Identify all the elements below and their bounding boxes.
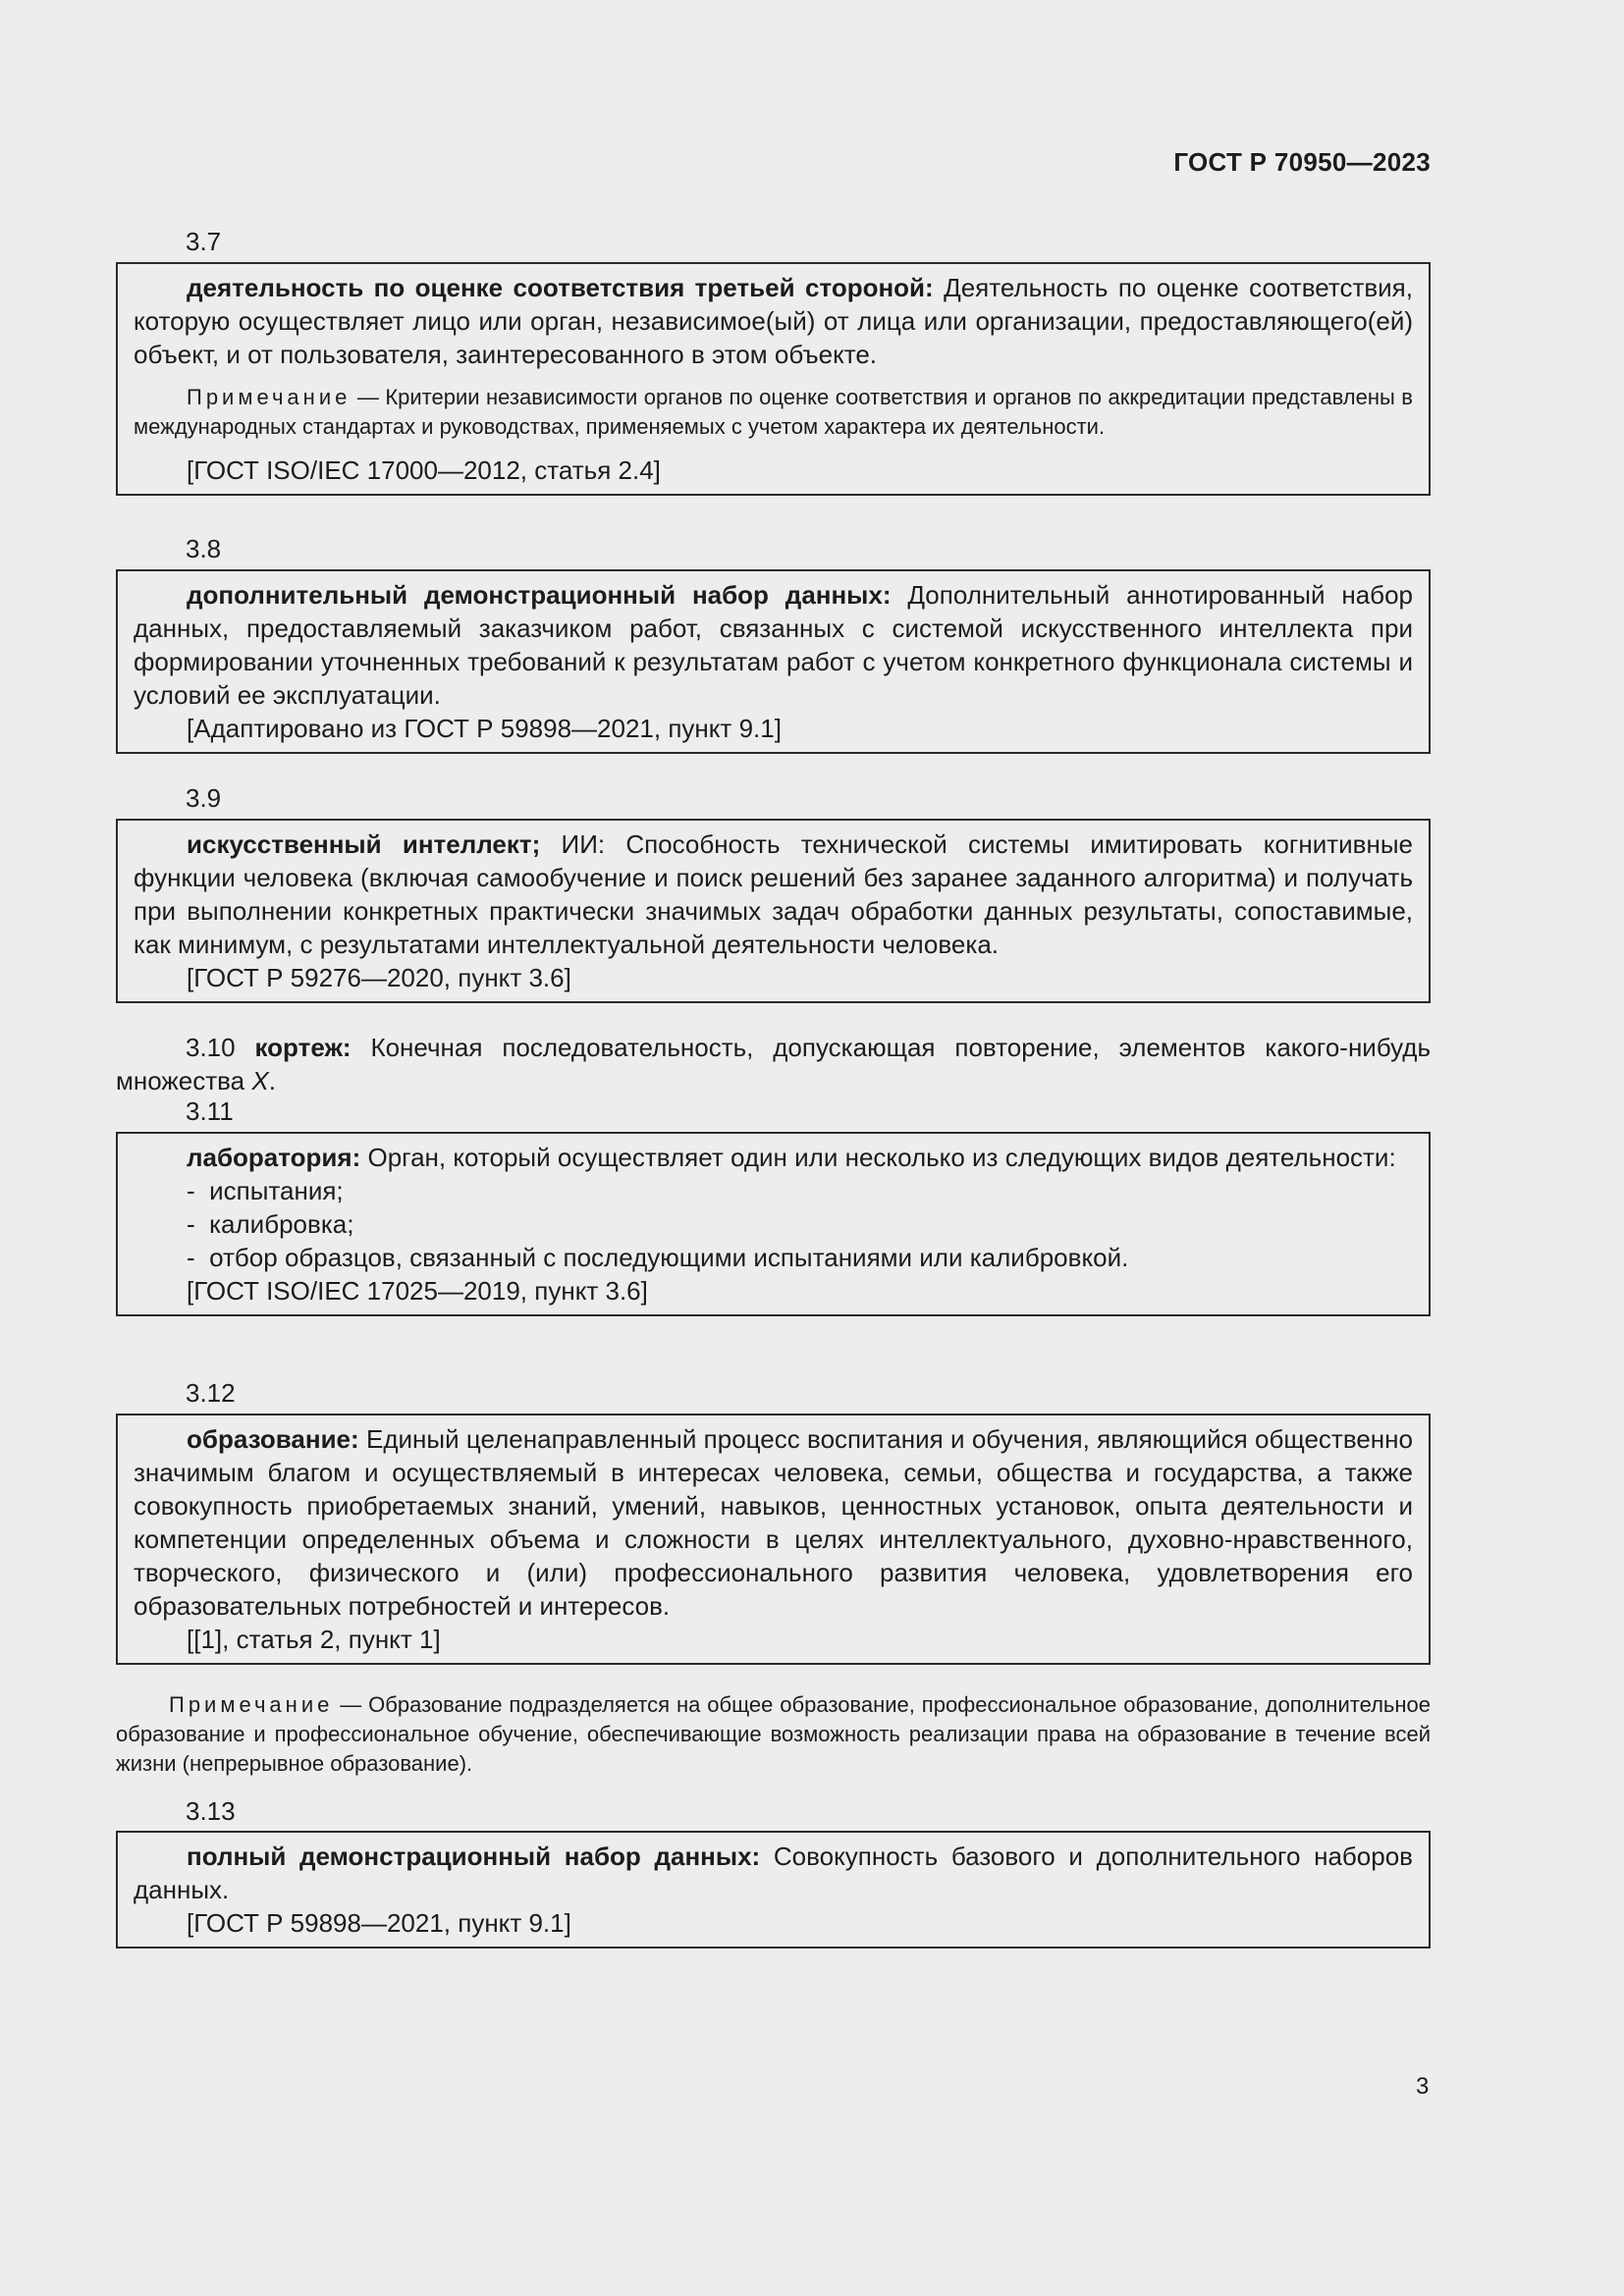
term-number-3-7: 3.7 (186, 227, 222, 256)
term-note-3-12 (116, 1690, 1431, 1779)
variable-x: X (251, 1066, 269, 1095)
list-item: - отбор образцов, связанный с последующими испытаниями или калибровкой. (187, 1243, 1129, 1272)
term-source: [ГОСТ Р 59898—2021, пункт 9.1] (187, 1908, 571, 1938)
term-name: кортеж: (254, 1033, 352, 1062)
term-number-3-9: 3.9 (186, 783, 222, 813)
term-box-3-13 (116, 1831, 1431, 1949)
term-source: [ГОСТ ISO/IEC 17025—2019, пункт 3.6] (187, 1276, 648, 1306)
term-source: [ГОСТ Р 59276—2020, пункт 3.6] (187, 963, 571, 992)
definition-text: Деятельность по оценке соответствия, которую осуществляет лицо или орган, независимое(ый) от лица или организации, предоставляющего(ей) объект, и от пользователя, заинтересованного в этом объекте. (134, 273, 1413, 369)
list-item: - испытания; (187, 1176, 344, 1205)
term-source: [Адаптировано из ГОСТ Р 59898—2021, пункт 9.1] (187, 714, 782, 743)
term-name: образование: (187, 1424, 359, 1454)
term-number-3-8: 3.8 (186, 534, 222, 563)
term-box-3-8 (116, 569, 1431, 754)
definition-text: Совокупность базового и дополнительного наборов данных. (134, 1842, 1413, 1904)
definition-text: Дополнительный аннотированный набор данных, предоставляемый заказчиком работ, связанных с системой искусственного интеллекта при формировании уточненных требований к результатам работ с учетом конкретного функционала системы и условий ее эксплуатации. (134, 580, 1413, 710)
definition-text: Конечная последовательность, допускающая повторение, элементов какого-нибудь множества (116, 1033, 1432, 1095)
term-number-3-12: 3.12 (186, 1378, 236, 1408)
note-text: — Критерии независимости органов по оценке соответствия и органов по аккредитации представлены в международных стандартах и руководствах, применяемых с учетом характера их деятельности. (134, 385, 1413, 439)
term-source: [[1], статья 2, пункт 1] (187, 1625, 441, 1654)
term-note (134, 383, 1413, 442)
term-box-3-7 (116, 262, 1431, 496)
term-definition (134, 828, 1413, 961)
term-definition (134, 1422, 1413, 1623)
term-source: [ГОСТ ISO/IEC 17000—2012, статья 2.4] (187, 455, 661, 485)
term-box-3-12 (116, 1414, 1431, 1665)
note-label: Примечание (169, 1692, 334, 1717)
document-code: ГОСТ Р 70950—2023 (1173, 147, 1431, 177)
definition-text: Орган, который осуществляет один или несколько из следующих видов деятельности: (367, 1143, 1396, 1172)
term-name: искусственный интеллект; (187, 829, 541, 859)
list-item: - калибровка; (187, 1209, 354, 1239)
definition-text: ИИ: Способность технической системы имитировать когнитивные функции человека (включая самообучение и поиск решений без заранее заданного алгоритма) и получать при выполнении конкретных практически значимых задач обработки данных результаты, сопоставимые, как минимум, с результатами интеллектуальной деятельности человека. (134, 829, 1413, 959)
term-box-3-9 (116, 819, 1431, 1003)
term-definition (134, 271, 1413, 371)
term-box-3-11 (116, 1132, 1431, 1316)
term-definition (134, 578, 1413, 712)
term-name: лаборатория: (187, 1143, 361, 1172)
activity-list (134, 1174, 1413, 1274)
definition-text: Единый целенаправленный процесс воспитания и обучения, являющийся общественно значимым благом и осуществляемый в интересах человека, семьи, общества и государства, а также совокупность приобретаемых знаний, умений, навыков, ценностных установок, опыта деятельности и компетенции определенных объема и сложности в целях интеллектуального, духовно-нравственного, творческого, физического и (или) профессионального развития человека, удовлетворения его образовательных потребностей и интересов. (134, 1424, 1413, 1621)
term-3-10 (116, 1031, 1431, 1097)
page-number: 3 (1416, 2073, 1430, 2100)
term-definition (134, 1141, 1413, 1174)
term-number-3-11: 3.11 (186, 1096, 234, 1126)
term-name: деятельность по оценке соответствия третьей стороной: (187, 273, 934, 302)
definition-end: . (268, 1066, 276, 1095)
term-number-3-10: 3.10 (186, 1033, 236, 1062)
term-definition (134, 1840, 1413, 1906)
term-number-3-13: 3.13 (186, 1796, 236, 1826)
term-name: полный демонстрационный набор данных: (187, 1842, 761, 1871)
note-text: — Образование подразделяется на общее образование, профессиональное образование, дополнительное образование и профессиональное обучение, обеспечивающие возможность реализации права на образование в течение всей жизни (непрерывное образование). (116, 1692, 1431, 1776)
note-label: Примечание (187, 385, 352, 409)
term-name: дополнительный демонстрационный набор данных: (187, 580, 892, 610)
